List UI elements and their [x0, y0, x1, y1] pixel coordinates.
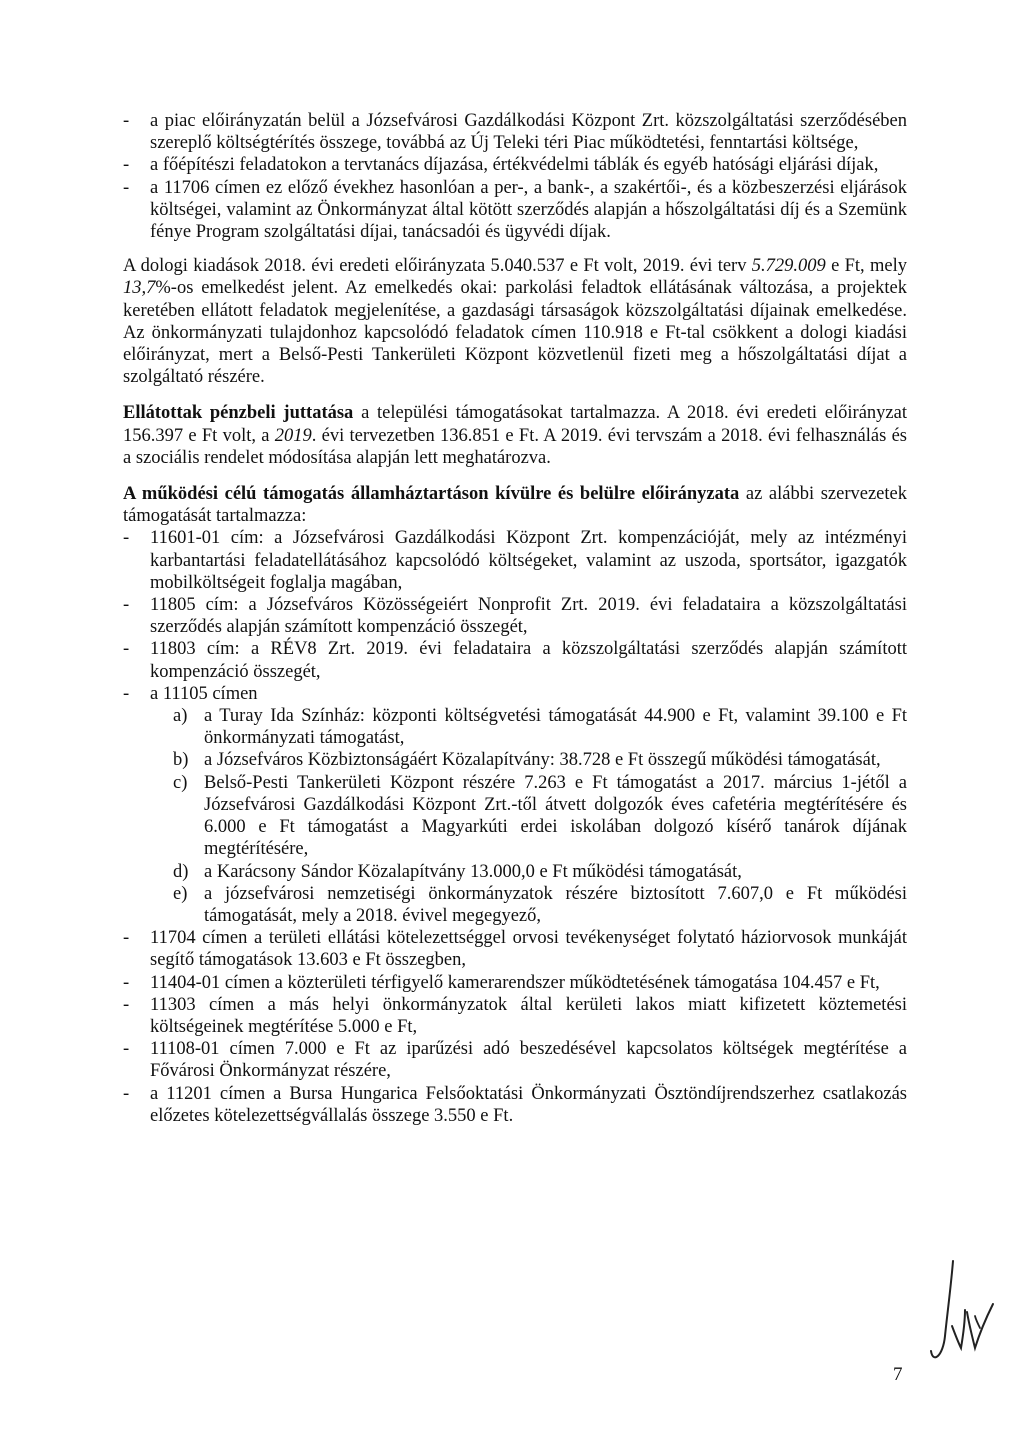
sub-item-text: a Józsefváros Közbiztonságáért Közalapítvány: 38.728 e Ft összegű működési támogatását,: [204, 750, 881, 771]
list-item-text: a főépítészi feladatokon a tervtanács díjazása, értékvédelmi táblák és egyéb hatósági eljárási díjak,: [150, 155, 879, 176]
list-item-text: 11805 cím: a Józsefváros Közösségeiért Nonprofit Zrt. 2019. évi feladataira a közszolgáltatási szerződés alapján számított kompenzáció összegét,: [150, 595, 907, 638]
list-item: [123, 994, 907, 1038]
sub-item-label: d): [173, 861, 189, 882]
bullet-dash: -: [123, 994, 130, 1015]
list-item: [123, 927, 907, 971]
list-item-text: a 11201 címen a Bursa Hungarica Felsőoktatási Önkormányzati Ösztöndíjrendszerhez csatlakozás előzetes kötelezettségvállalás összege 3.550 e Ft.: [150, 1083, 907, 1126]
ellatottak-paragraph: Ellátottak pénzbeli juttatása a települési támogatásokat tartalmazza. A 2018. évi eredeti előirányzat 156.397 e Ft volt, a 2019. évi tervezetben 136.851 e Ft. A 2019. évi tervszám a 2018. évi felhasználás és a szociális rendelet módosítása alapján lett meghatározva.: [123, 403, 907, 468]
sub-item-label: c): [173, 772, 188, 793]
sub-item-label: e): [173, 883, 188, 904]
ellatottak-heading: Ellátottak pénzbeli juttatása: [123, 403, 354, 424]
list-item: [123, 110, 907, 154]
document-body: [123, 110, 907, 1127]
list-item: [123, 177, 907, 244]
sub-list-item: [123, 883, 907, 927]
list-item-text: 11108-01 címen 7.000 e Ft az iparűzési adó beszedésével kapcsolatos költségek megtérítése a Fővárosi Önkormányzat részére,: [150, 1039, 907, 1082]
sub-list-item: [123, 772, 907, 861]
bullet-dash: -: [123, 155, 130, 176]
list-item-text: 11601-01 cím: a Józsefvárosi Gazdálkodási Központ Zrt. kompenzációját, mely az intézményi karbantartási feladatellátásához kapcsolódó költségeket, valamint az uszoda, sportsátor, igazgatók mobilköltségeit foglalja magában,: [150, 528, 907, 593]
list-item-text: a 11105 címen: [150, 683, 258, 704]
bullet-dash: -: [123, 928, 130, 949]
sub-item-text: a józsefvárosi nemzetiségi önkormányzatok részére biztosított 7.607,0 e Ft működési támogatását, mely a 2018. évivel megegyező,: [204, 883, 907, 926]
signature-stroke: [952, 1310, 965, 1348]
bullet-dash: -: [123, 683, 130, 704]
list-item-text: a 11706 címen ez előző évekhez hasonlóan a per-, a bank-, a szakértői-, és a közbeszerzési eljárások költségei, valamint az Önkormányzat által kötött szerződés alapján a hőszolgáltatási díj és a Szemünk fénye Program szolgáltatási díjai, tanácsadói és ügyvédi díjak.: [150, 177, 907, 243]
list-item: [123, 527, 907, 594]
sub-item-label: a): [173, 706, 188, 727]
bullet-dash: -: [123, 111, 130, 131]
list-item: [123, 638, 907, 682]
mukodesi-paragraph: A működési célú támogatás államháztartáson kívülre és belülre előirányzata az alábbi szervezetek támogatását tartalmazza:: [123, 484, 907, 527]
bullet-dash: -: [123, 595, 130, 616]
list-item-text: 11803 cím: a RÉV8 Zrt. 2019. évi feladataira a közszolgáltatási szerződés alapján számított kompenzáció összegét,: [150, 639, 907, 682]
page-number: 7: [893, 1364, 903, 1385]
ellatottak-year: 2019: [274, 425, 312, 446]
mukodesi-list: [123, 527, 907, 1126]
bullet-dash: -: [123, 1039, 130, 1060]
signature-stroke: [975, 1316, 980, 1328]
sub-item-label: b): [173, 750, 189, 771]
bullet-dash: -: [123, 528, 130, 549]
list-item: [123, 1083, 907, 1127]
sub-list: [123, 705, 907, 927]
sub-list-item: [123, 705, 907, 749]
sub-list-item: [123, 749, 907, 771]
bullet-dash: -: [123, 177, 130, 198]
signature-initials: [925, 1256, 1005, 1371]
list-item-text: 11404-01 címen a közterületi térfigyelő kamerarendszer működtetésének támogatása 104.457 e Ft,: [150, 972, 880, 993]
bullet-dash: -: [123, 1083, 130, 1104]
list-item-text: 11704 címen a területi ellátási kötelezettséggel orvosi tevékenységet folytató háziorvosok munkáját segítő támogatások 13.603 e Ft összegben,: [150, 928, 907, 971]
sub-list-item: [123, 861, 907, 883]
list-item: [123, 972, 907, 994]
list-item-text: 11303 címen a más helyi önkormányzatok által kerületi lakos miatt kifizetett köztemetési költségeinek megtérítése 5.000 e Ft,: [150, 994, 907, 1037]
mukodesi-heading: A működési célú támogatás államháztartáson kívülre és belülre előirányzata: [123, 484, 740, 505]
signature-stroke: [931, 1261, 953, 1357]
intro-list: [123, 110, 907, 243]
dologi-percent-value: 13,7: [123, 278, 156, 299]
bullet-dash: -: [123, 972, 130, 993]
list-item: [123, 154, 907, 176]
list-item: [123, 1038, 907, 1082]
sub-item-text: a Turay Ida Színház: központi költségvetési támogatását 44.900 e Ft, valamint 39.100 e Ft önkormányzati támogatást,: [204, 706, 907, 749]
sub-item-text: Belső-Pesti Tankerületi Központ részére 7.263 e Ft támogatást a 2017. március 1-jétől a Józsefvárosi Gazdálkodási Központ Zrt.-től átvett dolgozók éves cafetéria megtérítésére és 6.000 e Ft támogatást a Magyarkúti erdei iskolában dolgozó kísérő tanárok díjának megtérítésére,: [204, 772, 907, 860]
list-item: [123, 594, 907, 638]
list-item-text: a piac előirányzatán belül a Józsefvárosi Gazdálkodási Központ Zrt. közszolgáltatási szerződésében szereplő költségtérítés összege, továbbá az Új Teleki téri Piac működtetési, fenntartási költsége,: [150, 111, 907, 154]
list-item: [123, 683, 907, 705]
dologi-terv-value: 5.729.009: [751, 256, 826, 277]
dologi-paragraph: A dologi kiadások 2018. évi eredeti előirányzata 5.040.537 e Ft volt, 2019. évi terv 5.729.009 e Ft, mely 13,7%-os emelkedést jelent. Az emelkedés okai: parkolási feladtok ellátásának változása, a projektek keretében ellátott feladatok megjelenítése, a gazdasági társaságok közszolgáltatási díjainak emelkedése. Az önkormányzati tulajdonhoz kapcsolódó feladatok címen 110.918 e Ft-tal csökkent a dologi kiadási előirányzat, mert a Belső-Pesti Tankerületi Központ közvetlenül fizeti meg a hőszolgáltatási díjat a szolgáltató részére.: [123, 256, 907, 388]
bullet-dash: -: [123, 639, 130, 660]
sub-item-text: a Karácsony Sándor Közalapítvány 13.000,0 e Ft működési támogatását,: [204, 861, 742, 882]
